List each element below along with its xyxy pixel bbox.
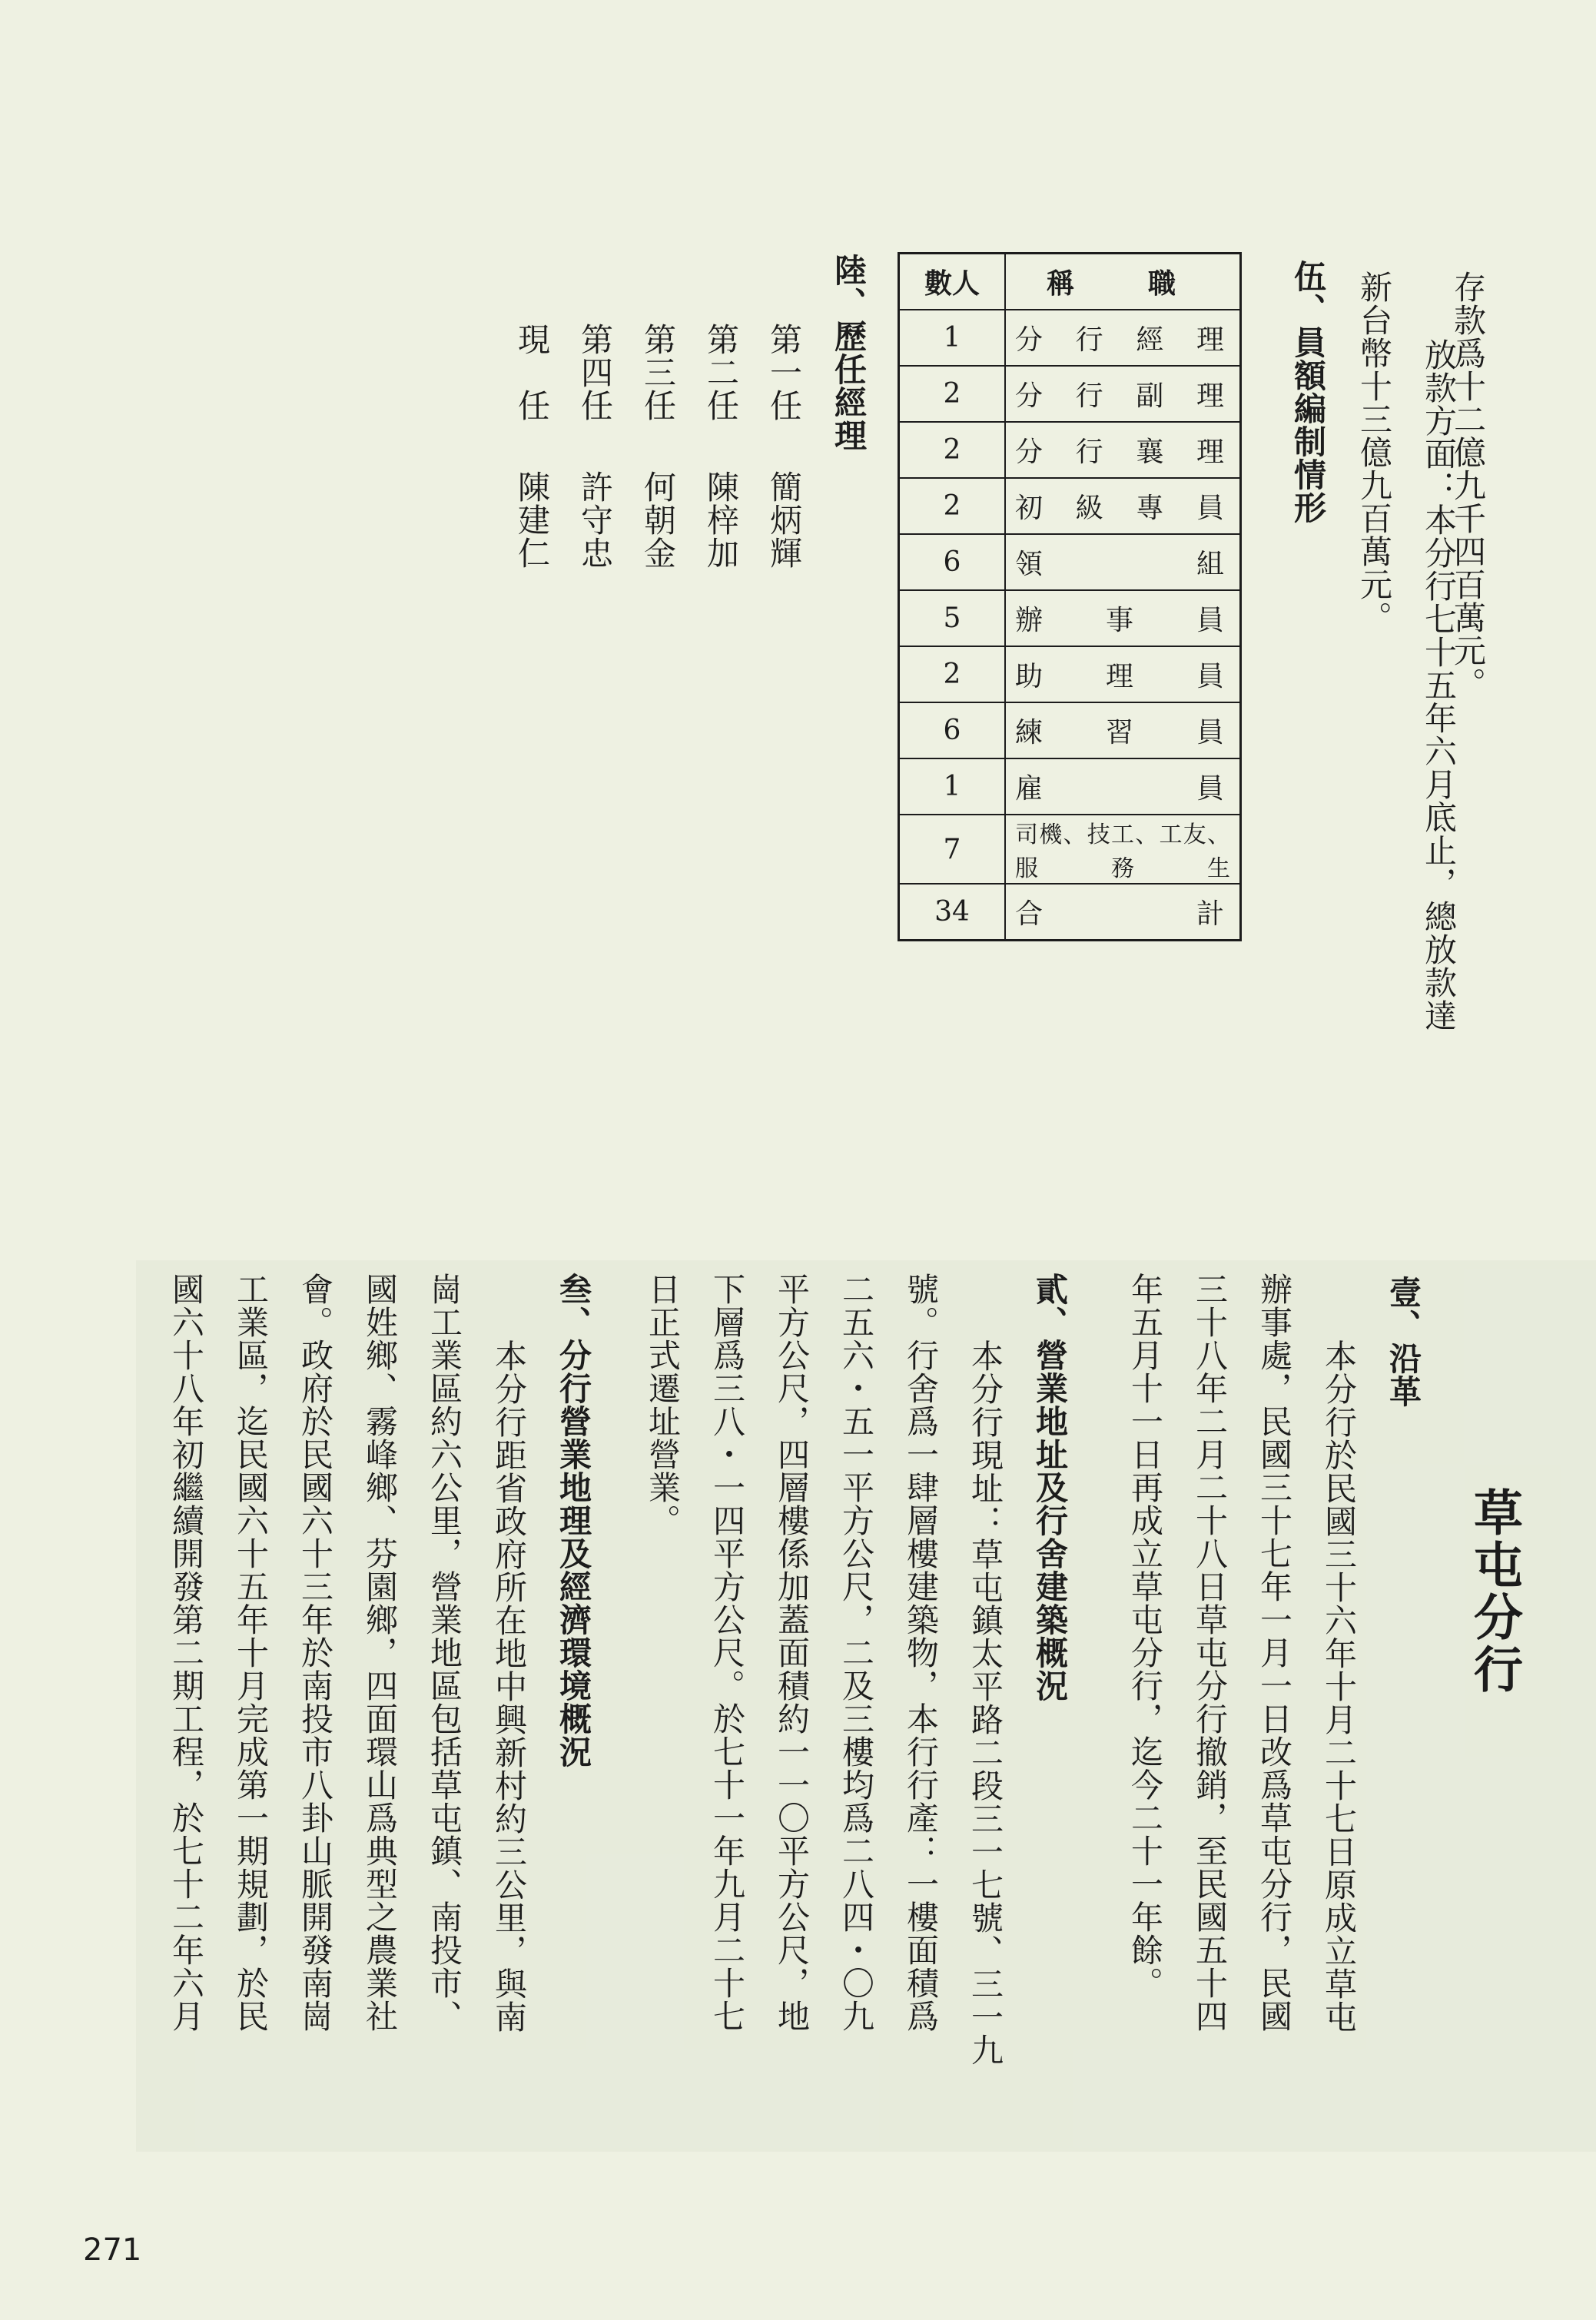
- section2-line: 本分行現址：草屯鎮太平路二段三一七號、三一九: [967, 1306, 1004, 2066]
- section1-heading: 壹、沿革: [1385, 1276, 1422, 1408]
- section3-line: 工業區，迄民國六十五年十月完成第一期規劃，於民: [232, 1273, 270, 2033]
- manager-name: 簡炳輝: [765, 470, 803, 569]
- section2-line: 號。行舍爲一肆層樓建築物，本行行產：一樓面積爲: [902, 1273, 940, 2033]
- staffing-table: [898, 252, 1242, 941]
- table-row: [899, 478, 1241, 534]
- text-deposit-line: 存款爲十二億九千四百萬元。: [1449, 271, 1487, 700]
- table-row: [899, 366, 1241, 422]
- section5-heading: 伍、員額編制情形: [1289, 260, 1327, 524]
- section3-line: 國姓鄉、霧峰鄉、芬園鄉，四面環山爲典型之農業社: [361, 1273, 399, 2033]
- cell-position: 初級專員: [1005, 478, 1241, 534]
- section3-line: 本分行距省政府所在地中興新村約三公里，與南: [490, 1306, 528, 2033]
- section1-line: 年五月十一日再成立草屯分行，迄今二十一年餘。: [1126, 1273, 1164, 2000]
- manager-name: 陳建仁: [513, 470, 551, 569]
- manager-term: 第一任: [765, 323, 803, 422]
- cell-count-total: 34: [899, 884, 1006, 941]
- cell-position: 雇員: [1005, 758, 1241, 815]
- section1-line: 三十八年二月二十八日草屯分行撤銷，至民國五十四: [1191, 1273, 1229, 2033]
- section1-line: 辦事處，民國三十七年一月一日改爲草屯分行，民國: [1256, 1273, 1293, 2033]
- cell-count: 1: [899, 758, 1006, 815]
- table-row: [899, 815, 1241, 884]
- section3-line: 崗工業區約六公里，營業地區包括草屯鎮、南投市、: [426, 1273, 463, 2033]
- cell-position: 分行副理: [1005, 366, 1241, 422]
- manager-name: 陳梓加: [702, 470, 740, 569]
- cell-count: 2: [899, 422, 1006, 478]
- section6-heading: 陸、歷任經理: [830, 254, 868, 452]
- cell-position: 助理員: [1005, 646, 1241, 702]
- cell-count: 1: [899, 310, 1006, 366]
- cell-count: 6: [899, 534, 1006, 590]
- manager-name: 何朝金: [639, 470, 677, 569]
- table-row-total: [899, 884, 1241, 941]
- cell-position: 練習員: [1005, 702, 1241, 758]
- section3-heading: 叁、分行營業地理及經濟環境概況: [555, 1273, 592, 1768]
- manager-term: 第四任: [576, 323, 614, 422]
- section1-line: 本分行於民國三十六年十月二十七日原成立草屯: [1320, 1306, 1358, 2033]
- page-title: 草屯分行: [1465, 1487, 1522, 1696]
- cell-position-total: 合計: [1005, 884, 1241, 941]
- manager-term: 現 任: [513, 323, 551, 422]
- section2-line: 日正式遷址營業。: [644, 1273, 682, 1537]
- table-row: [899, 534, 1241, 590]
- text-loan-total-line: 新台幣十三億九百萬元。: [1355, 271, 1393, 634]
- table-header-row: [899, 254, 1241, 310]
- page-number: 271: [83, 2232, 142, 2268]
- table-row: [899, 646, 1241, 702]
- section2-line: 平方公尺，四層樓係加蓋面積約一一〇平方公尺，地: [773, 1273, 811, 2033]
- manager-term: 第二任: [702, 323, 740, 422]
- section2-line: 二五六・五一平方公尺，二及三樓均爲二八四・〇九: [838, 1273, 875, 2033]
- table-row: [899, 590, 1241, 646]
- section2-heading: 貳、營業地址及行舍建築概況: [1031, 1273, 1069, 1702]
- cell-count: 2: [899, 366, 1006, 422]
- cell-count: 2: [899, 646, 1006, 702]
- section2-line: 下層爲三八・一四平方公尺。於七十一年九月二十七: [708, 1273, 746, 2033]
- table-row: [899, 758, 1241, 815]
- cell-position: 司機、技工、工友、服務生: [1005, 815, 1241, 884]
- header-position: 稱 職: [1005, 254, 1241, 310]
- table-row: [899, 422, 1241, 478]
- cell-position: 領組: [1005, 534, 1241, 590]
- section3-line: 國六十八年初繼續開發第二期工程，於七十二年六月: [168, 1273, 205, 2033]
- cell-position: 分行襄理: [1005, 422, 1241, 478]
- cell-count: 2: [899, 478, 1006, 534]
- table-row: [899, 310, 1241, 366]
- cell-count: 6: [899, 702, 1006, 758]
- cell-count: 5: [899, 590, 1006, 646]
- cell-position: 辦事員: [1005, 590, 1241, 646]
- header-count: 數人: [899, 254, 1006, 310]
- cell-position: 分行經理: [1005, 310, 1241, 366]
- manager-term: 第三任: [639, 323, 677, 422]
- text-loan-line: 放款方面：本分行七十五年六月底止，總放款達: [1420, 338, 1458, 1032]
- cell-count: 7: [899, 815, 1006, 884]
- manager-name: 許守忠: [576, 470, 614, 569]
- table-row: [899, 702, 1241, 758]
- section3-line: 會。政府於民國六十三年於南投市八卦山脈開發南崗: [297, 1273, 334, 2033]
